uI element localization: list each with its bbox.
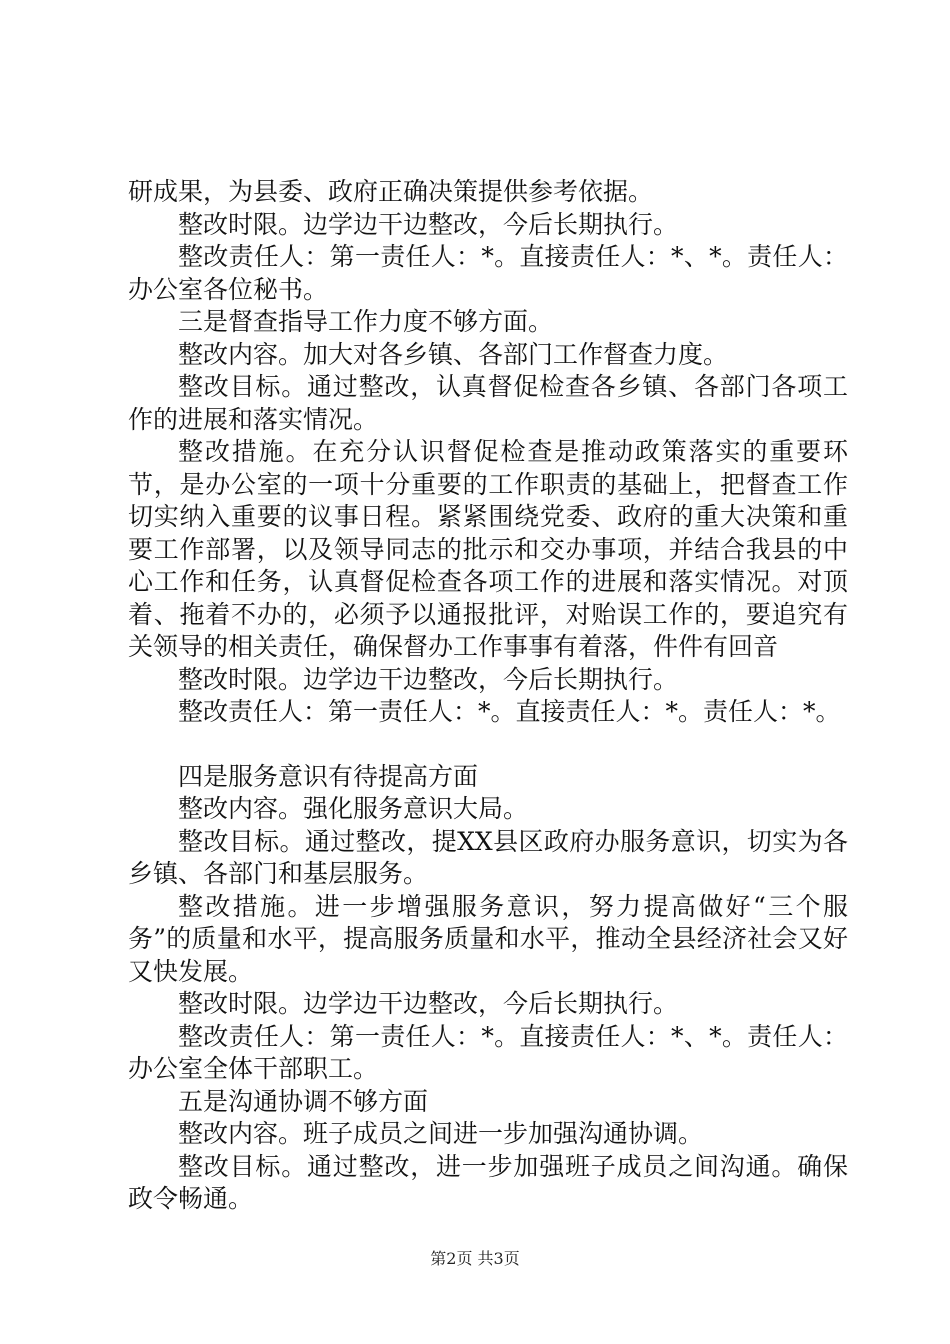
paragraph-measures: 整改措施。在充分认识督促检查是推动政策落实的重要环节，是办公室的一项十分重要的工作职责的基础上，把督查工作切实纳入重要的议事日程。紧紧围绕党委、政府的重大决策和重要工作部署，以及领导同志的批示和交办事项，并结合我县的中心工作和任务，认真督促检查各项工作的进展和落实情况。对顶着、拖着不办的，必须予以通报批评，对贻误工作的，要追究有关领导的相关责任，确保督办工作事事有着落，件件有回音 xyxy=(128,437,848,661)
paragraph-deadline: 整改时限。边学边干边整改，今后长期执行。 xyxy=(178,209,679,239)
paragraph-responsible: 整改责任人：第一责任人：*。直接责任人：*、*。责任人：办公室各位秘书。 xyxy=(128,242,848,304)
section-heading-3: 三是督查指导工作力度不够方面。 xyxy=(178,307,554,336)
paragraph-gap xyxy=(128,729,848,761)
paragraph-deadline: 整改时限。边学边干边整改，今后长期执行。 xyxy=(178,989,679,1018)
paragraph-continuation: 研成果，为县委、政府正确决策提供参考依据。 xyxy=(128,177,654,206)
paragraph-deadline: 整改时限。边学边干边整改，今后长期执行。 xyxy=(178,664,679,694)
section-heading-4: 四是服务意识有待提高方面 xyxy=(178,761,479,791)
paragraph-measures: 整改措施。进一步增强服务意识，努力提高做好“三个服务”的质量和水平，提高服务质量和水平，推动全县经济社会又好又快发展。 xyxy=(128,891,848,986)
page-number-label: 第2页 共3页 xyxy=(430,1249,520,1268)
paragraph-content: 整改内容。班子成员之间进一步加强沟通协调。 xyxy=(178,1119,704,1148)
paragraph-responsible: 整改责任人：第一责任人：*。直接责任人：*。责任人：*。 xyxy=(178,697,841,726)
paragraph-goal: 整改目标。通过整改，提XX县区政府办服务意识，切实为各乡镇、各部门和基层服务。 xyxy=(128,826,848,888)
paragraph-content: 整改内容。加大对各乡镇、各部门工作督查力度。 xyxy=(178,339,729,369)
paragraph-responsible: 整改责任人：第一责任人：*。直接责任人：*、*。责任人：办公室全体干部职工。 xyxy=(128,1021,848,1083)
paragraph-goal: 整改目标。通过整改，认真督促检查各乡镇、各部门各项工作的进展和落实情况。 xyxy=(128,372,848,434)
document-body xyxy=(128,176,848,1216)
section-heading-5: 五是沟通协调不够方面 xyxy=(178,1086,429,1116)
paragraph-goal: 整改目标。通过整改，进一步加强班子成员之间沟通。确保政令畅通。 xyxy=(128,1151,848,1213)
paragraph-content: 整改内容。强化服务意识大局。 xyxy=(178,794,529,823)
page-footer xyxy=(0,1246,950,1269)
